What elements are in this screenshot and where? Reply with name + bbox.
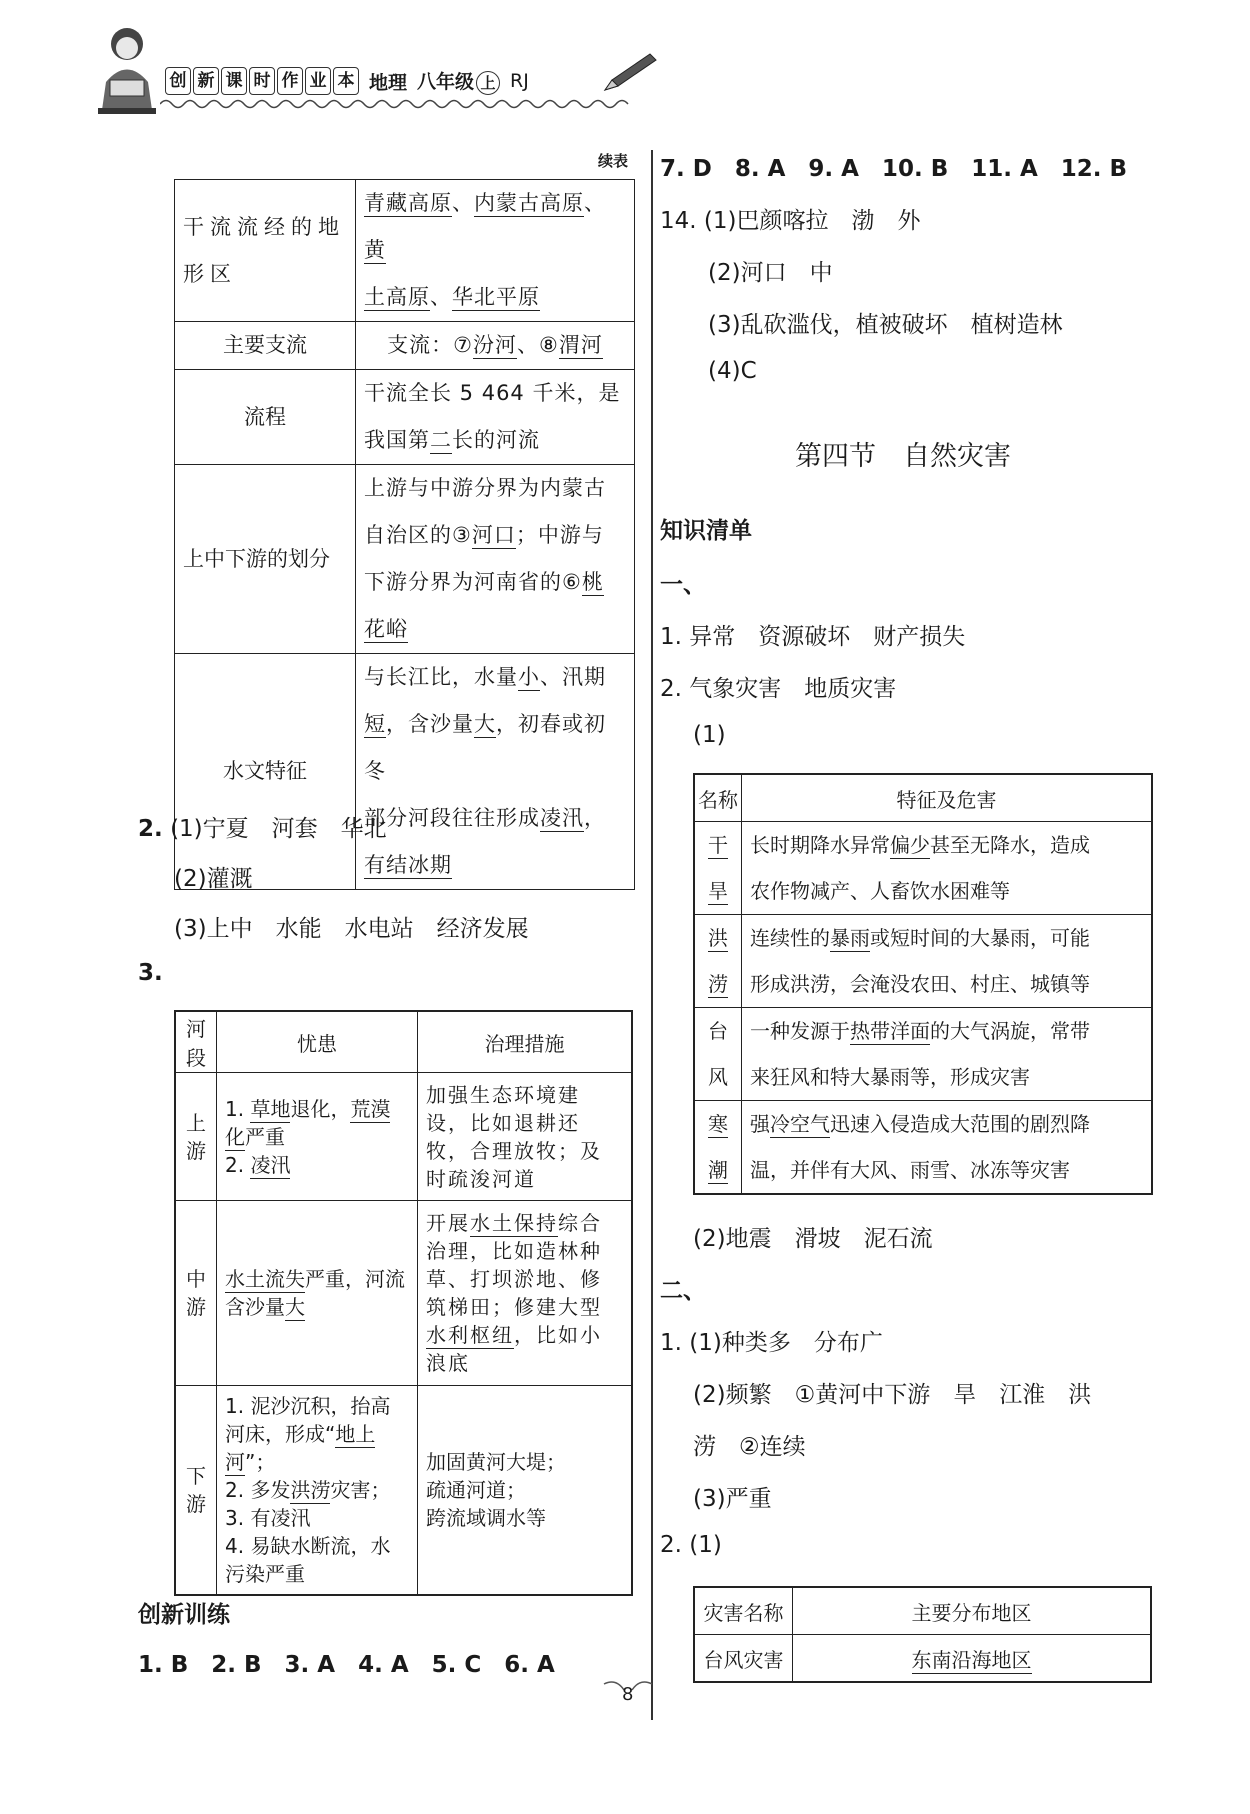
disaster-desc: 连续性的暴雨或短时间的大暴雨，可能 形成洪涝，会淹没农田、村庄、城镇等 bbox=[742, 915, 1153, 1008]
table-row bbox=[694, 1101, 1152, 1195]
disaster-name: 台风灾害 bbox=[694, 1635, 793, 1683]
header-cell: 忧患 bbox=[217, 1011, 418, 1073]
q14-line3: (3)乱砍滥伐，植被破坏 植树造林 bbox=[708, 312, 1063, 338]
header-cell: 灾害名称 bbox=[694, 1587, 793, 1635]
q2-line3: (3)上中 水能 水电站 经济发展 bbox=[174, 916, 529, 942]
page-number: 8 bbox=[622, 1684, 634, 1705]
part1-item1: 1. 异常 资源破坏 财产损失 bbox=[660, 624, 966, 650]
part-one-label: 一、 bbox=[660, 572, 706, 598]
edition: RJ bbox=[510, 70, 529, 92]
table-cell-value: 干流全长 5 464 千米，是 我国第二长的河流 bbox=[356, 370, 635, 465]
q2-line2: (2)灌溉 bbox=[174, 866, 253, 892]
part1-item2: 2. 气象灾害 地质灾害 bbox=[660, 676, 897, 702]
part2-item5: 2. (1) bbox=[660, 1532, 722, 1558]
region: 东南沿海地区 bbox=[793, 1635, 1152, 1683]
part2-item1: 1. (1)种类多 分布广 bbox=[660, 1330, 883, 1356]
table-cell-label: 干流流经的地 形区 bbox=[175, 180, 356, 322]
table-row bbox=[175, 322, 635, 370]
q14-line4: (4)C bbox=[708, 358, 757, 384]
disaster-table bbox=[693, 773, 1153, 1195]
part-two-label: 二、 bbox=[660, 1278, 706, 1304]
column-divider bbox=[651, 150, 653, 1720]
q3-number: 3. bbox=[138, 960, 163, 986]
disaster-desc: 强冷空气迅速入侵造成大范围的剧烈降 温，并伴有大风、雨雪、冰冻等灾害 bbox=[742, 1101, 1153, 1195]
section-cell: 下游 bbox=[175, 1386, 217, 1596]
table-row bbox=[175, 654, 635, 890]
part1-after: (2)地震 滑坡 泥石流 bbox=[693, 1226, 933, 1252]
measure-cell: 开展水土保持综合治理，比如造林种草、打坝淤地、修筑梯田；修建大型水利枢纽，比如小浪底 bbox=[418, 1201, 633, 1386]
sub-heading: 知识清单 bbox=[660, 518, 752, 544]
part2-item4: (3)严重 bbox=[693, 1486, 772, 1512]
table-cell-label: 上中下游的划分 bbox=[175, 465, 356, 654]
part2-item3: 涝 ②连续 bbox=[693, 1434, 806, 1460]
disaster-desc: 一种发源于热带洋面的大气涡旋，常带 来狂风和特大暴雨等，形成灾害 bbox=[742, 1008, 1153, 1101]
disaster-name: 干旱 bbox=[694, 822, 742, 915]
table-row bbox=[694, 1008, 1152, 1101]
pencil-icon bbox=[600, 50, 660, 99]
q2-line1: 2. (1)宁夏 河套 华北 bbox=[138, 816, 387, 842]
title-char: 本 bbox=[333, 67, 359, 95]
part1-item3: (1) bbox=[693, 722, 726, 748]
header-cell: 河段 bbox=[175, 1011, 217, 1073]
disaster-desc: 长时期降水异常偏少甚至无降水，造成 农作物减产、人畜饮水困难等 bbox=[742, 822, 1153, 915]
disaster-name: 寒潮 bbox=[694, 1101, 742, 1195]
table-row bbox=[175, 370, 635, 465]
yellow-river-table bbox=[174, 179, 635, 890]
title-char: 新 bbox=[193, 67, 219, 95]
table-row bbox=[175, 180, 635, 322]
table-header-row bbox=[694, 774, 1152, 822]
title-char: 创 bbox=[165, 67, 191, 95]
header-cell: 特征及危害 bbox=[742, 774, 1153, 822]
section-cell: 上游 bbox=[175, 1073, 217, 1201]
table-row bbox=[175, 1073, 632, 1201]
table-row bbox=[694, 822, 1152, 915]
title-char: 课 bbox=[221, 67, 247, 95]
title-char: 时 bbox=[249, 67, 275, 95]
table-cell-value: 青藏高原、内蒙古高原、黄 土高原、华北平原 bbox=[356, 180, 635, 322]
table-row bbox=[175, 1201, 632, 1386]
problem-cell: 水土流失严重，河流含沙量大 bbox=[217, 1201, 418, 1386]
table-cell-value: 支流：⑦汾河、⑧渭河 bbox=[356, 322, 635, 370]
table-cell-label: 主要支流 bbox=[175, 322, 356, 370]
table-row bbox=[175, 465, 635, 654]
section-heading: 第四节 自然灾害 bbox=[795, 441, 1011, 472]
header-title bbox=[165, 66, 529, 96]
header-cell: 主要分布地区 bbox=[793, 1587, 1152, 1635]
header-cell: 名称 bbox=[694, 774, 742, 822]
part2-item2: (2)频繁 ①黄河中下游 旱 江淮 洪 bbox=[693, 1382, 1092, 1408]
continued-label: 续表 bbox=[598, 152, 629, 170]
title-char: 作 bbox=[277, 67, 303, 95]
series-title bbox=[165, 67, 359, 95]
measure-cell: 加固黄河大堤； 疏通河道； 跨流域调水等 bbox=[418, 1386, 633, 1596]
table-cell-value: 与长江比，水量小、汛期 短，含沙量大，初春或初冬 部分河段往往形成凌汛， 有结冰期 bbox=[356, 654, 635, 890]
table-row bbox=[175, 1386, 632, 1596]
title-char: 业 bbox=[305, 67, 331, 95]
grade: 八年级 上 bbox=[417, 67, 500, 95]
problem-cell: 1. 泥沙沉积，抬高河床，形成“地上河”； 2. 多发洪涝灾害； 3. 有凌汛 4. 易缺水断流，水污染严重 bbox=[217, 1386, 418, 1596]
disaster-name: 台风 bbox=[694, 1008, 742, 1101]
header-mascot bbox=[92, 22, 162, 121]
section-title: 创新训练 bbox=[138, 1602, 230, 1628]
table-header-row bbox=[694, 1587, 1151, 1635]
table-row bbox=[694, 915, 1152, 1008]
problem-cell: 1. 草地退化，荒漠 化严重 2. 凌汛 bbox=[217, 1073, 418, 1201]
section-cell: 中游 bbox=[175, 1201, 217, 1386]
disaster-name: 洪涝 bbox=[694, 915, 742, 1008]
answers-1-6: 1. B 2. B 3. A 4. A 5. C 6. A bbox=[138, 1652, 555, 1678]
header-wave-line bbox=[160, 96, 630, 115]
table-cell-label: 水文特征 bbox=[175, 654, 356, 890]
header-cell: 治理措施 bbox=[418, 1011, 633, 1073]
table-header-row bbox=[175, 1011, 632, 1073]
table-cell-value: 上游与中游分界为内蒙古 自治区的③河口；中游与 下游分界为河南省的⑥桃 花峪 bbox=[356, 465, 635, 654]
answers-7-12: 7. D 8. A 9. A 10. B 11. A 12. B bbox=[660, 156, 1128, 182]
subject: 地理 bbox=[369, 71, 408, 94]
river-problems-table bbox=[174, 1010, 633, 1596]
table-row bbox=[694, 1635, 1151, 1683]
q14-line1: 14. (1)巴颜喀拉 渤 外 bbox=[660, 208, 921, 234]
table-cell-label: 流程 bbox=[175, 370, 356, 465]
disaster-region-table bbox=[693, 1586, 1152, 1683]
q14-line2: (2)河口 中 bbox=[708, 260, 833, 286]
measure-cell: 加强生态环境建设，比如退耕还牧，合理放牧；及时疏浚河道 bbox=[418, 1073, 633, 1201]
